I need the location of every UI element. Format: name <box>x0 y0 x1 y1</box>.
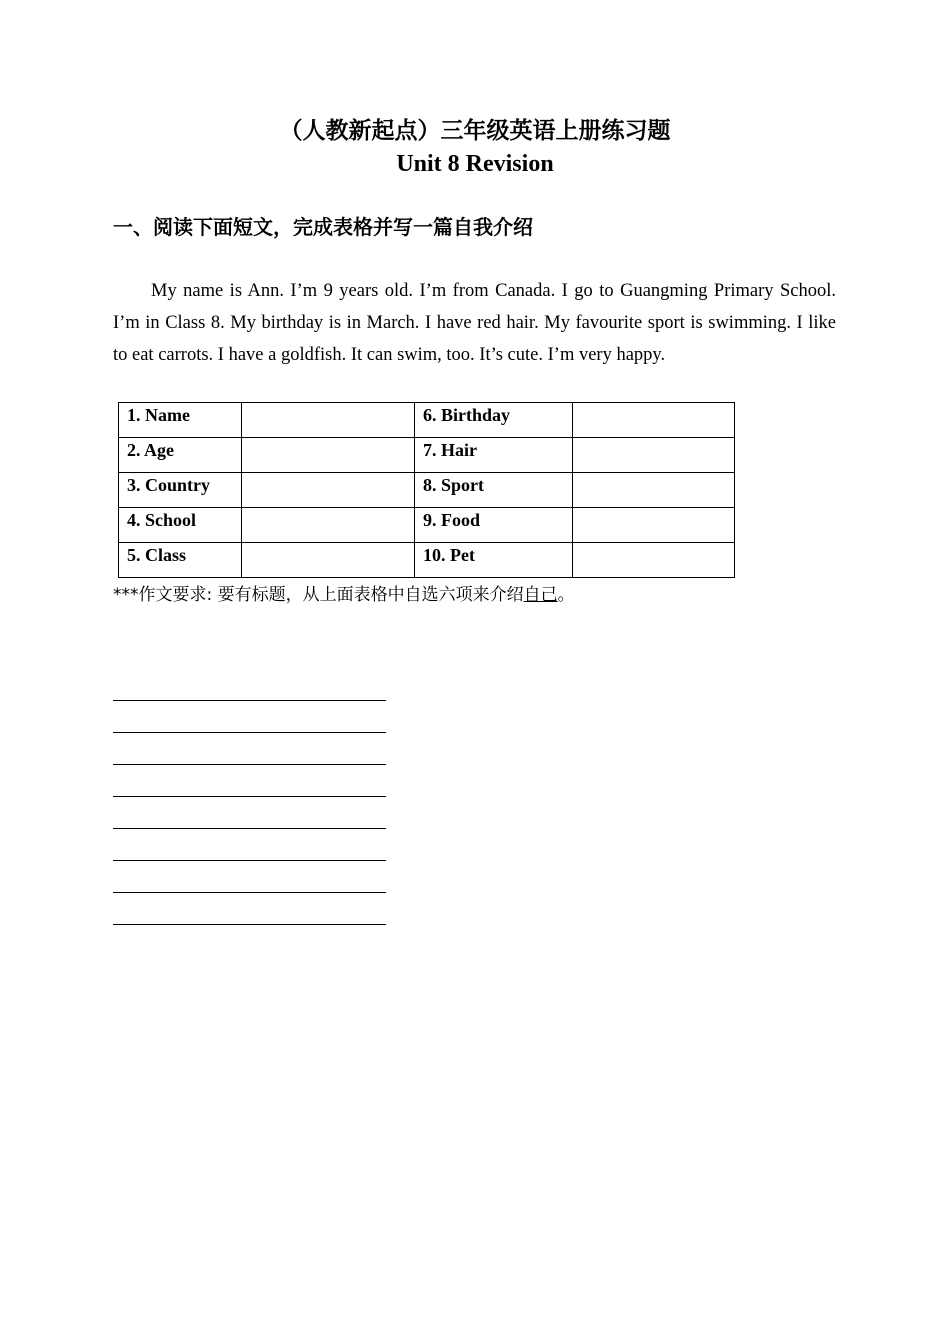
table-label-cell: 9. Food <box>415 508 573 543</box>
info-table <box>118 402 735 578</box>
writing-line[interactable] <box>113 860 386 861</box>
table-answer-cell[interactable] <box>573 508 735 543</box>
table-label-cell: 5. Class <box>119 543 242 578</box>
table-row <box>119 543 735 578</box>
page-title-chinese: （人教新起点）三年级英语上册练习题 <box>279 118 671 144</box>
table-answer-cell[interactable] <box>242 473 415 508</box>
section-heading: 一、阅读下面短文，完成表格并写一篇自我介绍 <box>113 215 533 239</box>
writing-line[interactable] <box>113 892 386 893</box>
writing-line[interactable] <box>113 732 386 733</box>
table-label-cell: 4. School <box>119 508 242 543</box>
table-answer-cell[interactable] <box>242 403 415 438</box>
table-answer-cell[interactable] <box>573 438 735 473</box>
table-answer-cell[interactable] <box>242 543 415 578</box>
writing-line[interactable] <box>113 700 386 701</box>
writing-requirement <box>113 582 575 608</box>
requirement-suffix: 。 <box>557 585 575 605</box>
requirement-text: ***作文要求: 要有标题，从上面表格中自选六项来介绍 <box>113 585 524 605</box>
table-answer-cell[interactable] <box>573 473 735 508</box>
table-label-cell: 1. Name <box>119 403 242 438</box>
table-answer-cell[interactable] <box>242 438 415 473</box>
writing-line[interactable] <box>113 796 386 797</box>
table-row <box>119 508 735 543</box>
table-label-cell: 8. Sport <box>415 473 573 508</box>
requirement-underlined-text: 自己 <box>523 585 558 605</box>
table-label-cell: 10. Pet <box>415 543 573 578</box>
table-label-cell: 3. Country <box>119 473 242 508</box>
writing-line[interactable] <box>113 924 386 925</box>
table-label-cell: 7. Hair <box>415 438 573 473</box>
writing-line[interactable] <box>113 764 386 765</box>
table-answer-cell[interactable] <box>573 403 735 438</box>
page-title-english: Unit 8 Revision <box>396 151 554 177</box>
table-row <box>119 473 735 508</box>
table-row <box>119 438 735 473</box>
table-answer-cell[interactable] <box>242 508 415 543</box>
writing-line[interactable] <box>113 828 386 829</box>
table-answer-cell[interactable] <box>573 543 735 578</box>
reading-passage: My name is Ann. I’m 9 years old. I’m from Canada. I go to Guangming Primary School. I’m in Class 8. My birthday is in March. I have red hair. My favourite sport is swimming. I like to eat carrots. I have a goldfish. It can swim, too. It’s cute. I’m very happy. <box>113 281 836 365</box>
table-label-cell: 6. Birthday <box>415 403 573 438</box>
table-label-cell: 2. Age <box>119 438 242 473</box>
table-row <box>119 403 735 438</box>
